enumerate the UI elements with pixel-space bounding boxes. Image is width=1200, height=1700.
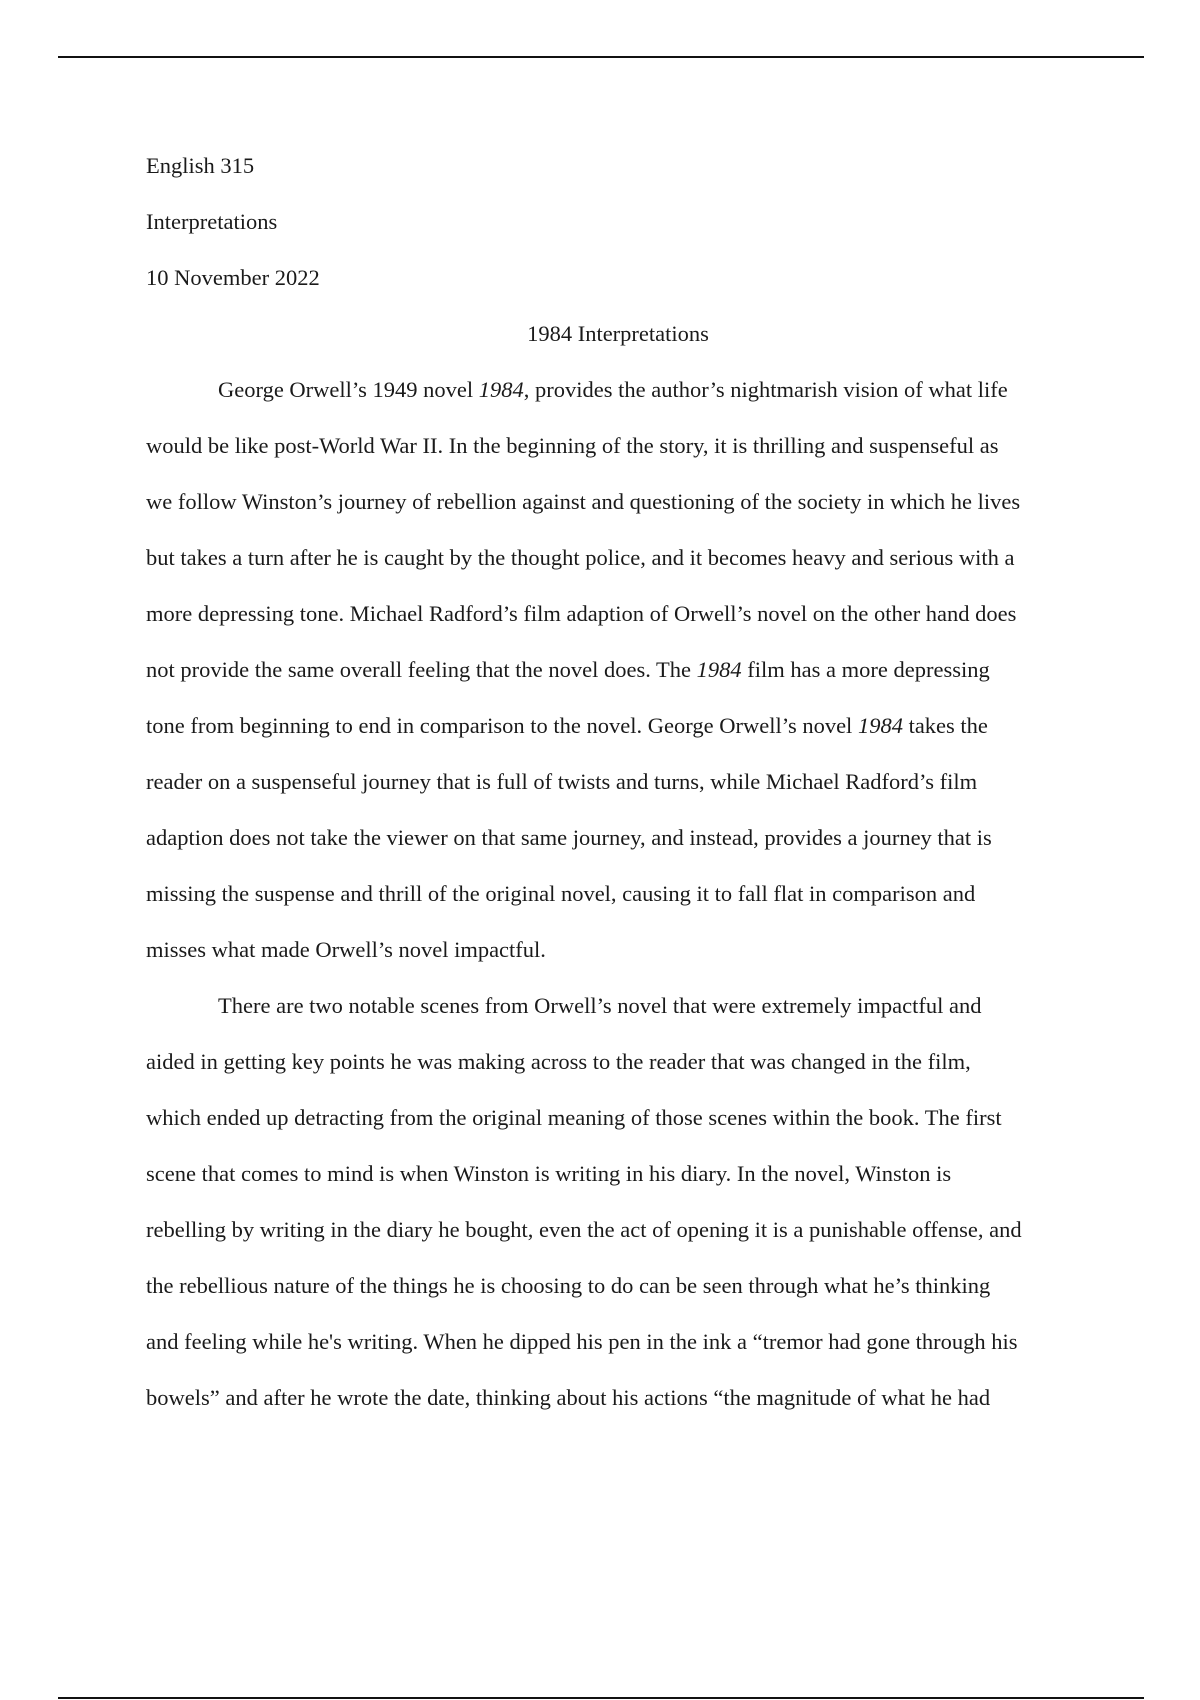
text-run: more depressing tone. Michael Radford’s film adaption of Orwell’s novel on the other hand does	[146, 601, 1017, 626]
paragraph-line	[146, 810, 1090, 866]
paragraph-line	[146, 362, 1090, 418]
paragraph-line	[146, 978, 1090, 1034]
text-run: , provides the author’s nightmarish vision of what life	[523, 377, 1008, 402]
paragraph-line	[146, 1090, 1090, 1146]
text-run: reader on a suspenseful journey that is full of twists and turns, while Michael Radford’s film	[146, 769, 978, 794]
text-run: aided in getting key points he was making across to the reader that was changed in the film,	[146, 1049, 971, 1074]
page-top-rule	[58, 56, 1144, 58]
document-page	[146, 138, 1090, 1426]
document-body	[146, 362, 1090, 1426]
paragraph-line	[146, 474, 1090, 530]
paragraph-line	[146, 922, 1090, 978]
body-paragraph	[146, 362, 1090, 978]
text-run: George Orwell’s 1949 novel	[218, 377, 479, 402]
text-run: and feeling while he's writing. When he dipped his pen in the ink a “tremor had gone through his	[146, 1329, 1018, 1354]
text-run: film has a more depressing	[741, 657, 990, 682]
text-run: but takes a turn after he is caught by the thought police, and it becomes heavy and serious with a	[146, 545, 1015, 570]
text-run: There are two notable scenes from Orwell’s novel that were extremely impactful and	[218, 993, 982, 1018]
paragraph-line	[146, 1034, 1090, 1090]
text-run: which ended up detracting from the original meaning of those scenes within the book. The first	[146, 1105, 1002, 1130]
body-paragraph	[146, 978, 1090, 1426]
text-run: would be like post-World War II. In the beginning of the story, it is thrilling and suspenseful as	[146, 433, 999, 458]
document-date: 10 November 2022	[146, 265, 320, 290]
text-run: the rebellious nature of the things he is choosing to do can be seen through what he’s thinking	[146, 1273, 991, 1298]
paragraph-line	[146, 1202, 1090, 1258]
paragraph-line	[146, 866, 1090, 922]
text-run: tone from beginning to end in comparison to the novel. George Orwell’s novel	[146, 713, 858, 738]
paragraph-line	[146, 754, 1090, 810]
paragraph-line	[146, 1314, 1090, 1370]
course-name: English 315	[146, 153, 255, 178]
paragraph-line	[146, 642, 1090, 698]
text-run: rebelling by writing in the diary he bought, even the act of opening it is a punishable offense, and	[146, 1217, 1022, 1242]
text-run: bowels” and after he wrote the date, thinking about his actions “the magnitude of what he had	[146, 1385, 991, 1410]
paragraph-line	[146, 530, 1090, 586]
italic-title: 1984	[696, 657, 742, 682]
paragraph-line	[146, 1370, 1090, 1426]
text-run: takes the	[902, 713, 988, 738]
text-run: we follow Winston’s journey of rebellion against and questioning of the society in which he lives	[146, 489, 1021, 514]
text-run: misses what made Orwell’s novel impactful.	[146, 937, 546, 962]
assignment-name: Interpretations	[146, 209, 278, 234]
text-run: not provide the same overall feeling that the novel does. The	[146, 657, 697, 682]
italic-title: 1984	[857, 713, 903, 738]
paragraph-line	[146, 698, 1090, 754]
paragraph-line	[146, 1258, 1090, 1314]
text-run: scene that comes to mind is when Winston is writing in his diary. In the novel, Winston is	[146, 1161, 952, 1186]
document-title: 1984 Interpretations	[527, 321, 709, 346]
text-run: missing the suspense and thrill of the original novel, causing it to fall flat in comparison and	[146, 881, 976, 906]
paragraph-line	[146, 1146, 1090, 1202]
page-bottom-rule	[58, 1697, 1144, 1699]
paragraph-line	[146, 586, 1090, 642]
paragraph-line	[146, 418, 1090, 474]
italic-title: 1984	[478, 377, 524, 402]
text-run: adaption does not take the viewer on that same journey, and instead, provides a journey that is	[146, 825, 992, 850]
